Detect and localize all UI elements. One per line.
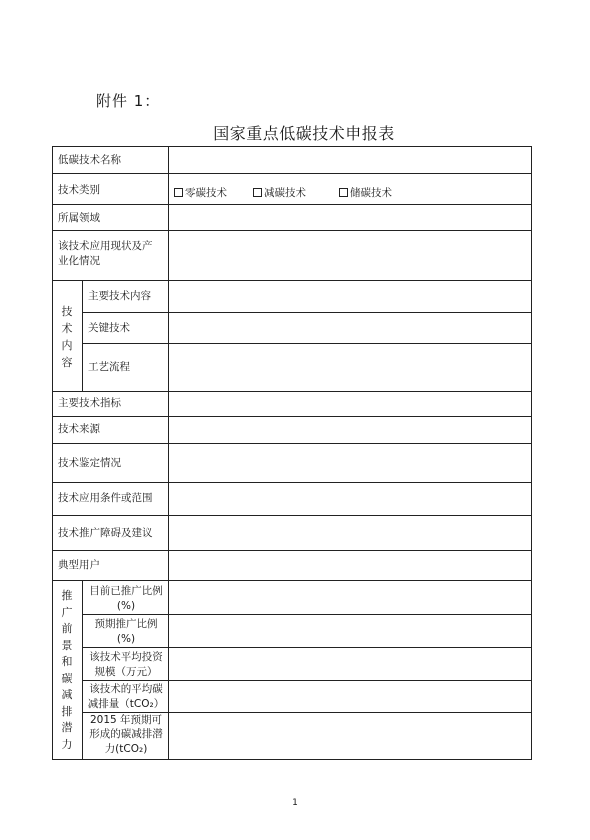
tech-category-label: 技术类别 xyxy=(58,184,100,196)
users-input[interactable] xyxy=(169,551,531,580)
potential-label: 2015 年预期可 形成的碳减排潜 力(tCO₂) xyxy=(89,714,163,755)
appraisal-label: 技术鉴定情况 xyxy=(58,457,121,469)
group-divider xyxy=(82,580,83,760)
row-divider xyxy=(52,173,532,174)
users-label: 典型用户 xyxy=(58,559,100,571)
option-label: 储碳技术 xyxy=(350,187,392,199)
option-label: 减碳技术 xyxy=(264,187,306,199)
status-input[interactable] xyxy=(169,231,531,280)
option-label: 零碳技术 xyxy=(185,187,227,199)
conditions-label: 技术应用条件或范围 xyxy=(58,492,153,504)
appraisal-input[interactable] xyxy=(169,444,531,482)
key-tech-input[interactable] xyxy=(169,313,531,343)
potential-input[interactable] xyxy=(169,713,531,759)
process-input[interactable] xyxy=(169,344,531,391)
checkbox-icon[interactable] xyxy=(174,188,183,197)
group-divider xyxy=(82,280,83,391)
barriers-label: 技术推广障碍及建议 xyxy=(58,527,153,539)
main-indicators-input[interactable] xyxy=(169,392,531,416)
current-ratio-label: 目前已推广比例 (%) xyxy=(89,585,163,613)
checkbox-icon[interactable] xyxy=(339,188,348,197)
current-ratio-input[interactable] xyxy=(169,581,531,614)
investment-label: 该技术平均投资 规模（万元） xyxy=(89,651,163,679)
annex-label: 附件 1： xyxy=(96,92,161,110)
process-label: 工艺流程 xyxy=(88,361,130,373)
main-content-input[interactable] xyxy=(169,281,531,312)
conditions-input[interactable] xyxy=(169,483,531,515)
reduction-label: 该技术的平均碳 减排量（tCO₂） xyxy=(87,683,165,711)
barriers-input[interactable] xyxy=(169,516,531,550)
source-label: 技术来源 xyxy=(58,423,100,435)
checkbox-icon[interactable] xyxy=(253,188,262,197)
main-content-label: 主要技术内容 xyxy=(88,290,151,302)
tech-name-input[interactable] xyxy=(169,147,531,173)
page-number: 1 xyxy=(292,798,298,808)
source-input[interactable] xyxy=(169,417,531,443)
expected-ratio-label: 预期推广比例 (%) xyxy=(94,618,158,646)
form-title: 国家重点低碳技术申报表 xyxy=(213,124,395,143)
prospect-group-label: 推 广 前 景 和 碳 减 排 潜 力 xyxy=(61,589,73,751)
reduction-input[interactable] xyxy=(169,681,531,712)
field-input[interactable] xyxy=(169,205,531,230)
tech-content-group-label: 技 术 内 容 xyxy=(61,305,73,369)
category-carbon-reduction-option[interactable] xyxy=(253,185,306,200)
expected-ratio-input[interactable] xyxy=(169,615,531,647)
main-indicators-label: 主要技术指标 xyxy=(58,397,121,409)
category-carbon-storage-option[interactable] xyxy=(339,185,392,200)
tech-name-label: 低碳技术名称 xyxy=(58,154,121,166)
category-zero-carbon-option[interactable] xyxy=(174,185,227,200)
status-label: 该技术应用现状及产 业化情况 xyxy=(58,240,153,268)
field-label: 所属领域 xyxy=(58,212,100,224)
key-tech-label: 关键技术 xyxy=(88,322,130,334)
investment-input[interactable] xyxy=(169,648,531,680)
